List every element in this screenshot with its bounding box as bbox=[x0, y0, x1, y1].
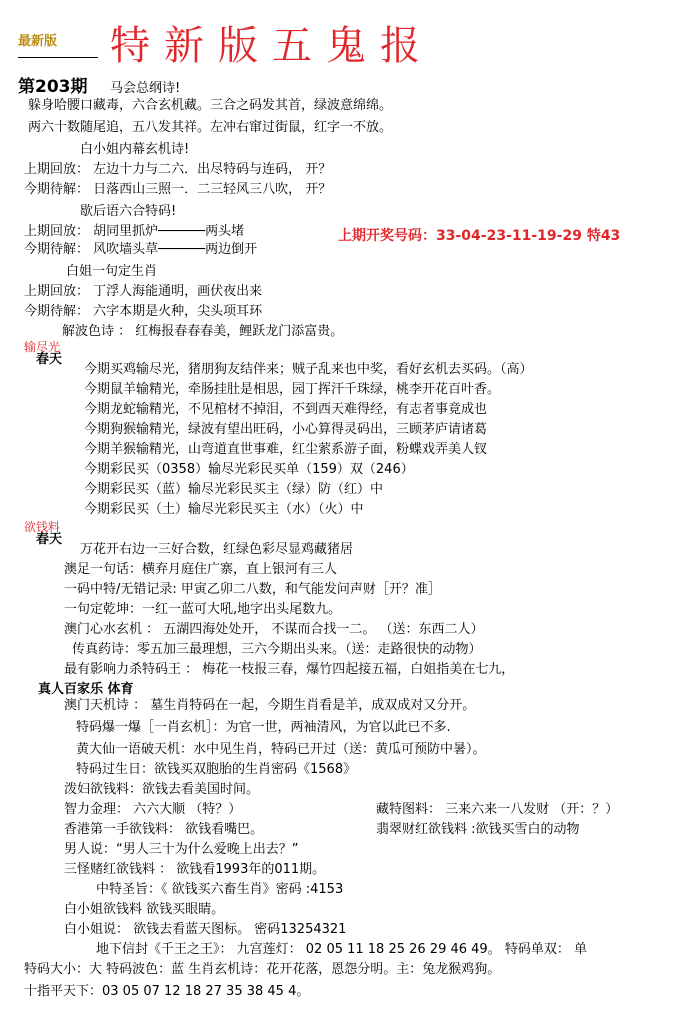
yiju-now: 今期待解： 六字本期是火种，尖头项耳环 bbox=[24, 304, 263, 319]
mix-line: 最有影响力杀特码王 ： 梅花一枝报三春，爆竹四起接五福，白姐指美在七九， bbox=[64, 662, 515, 677]
yiju-last: 上期回放： 丁浮人海能通明，画伏夜出来 bbox=[24, 284, 263, 299]
mahui-title: 马会总纲诗! bbox=[110, 81, 181, 96]
feicui-line: 翡翠财红欲钱料 :欲钱买雪白的动物 bbox=[376, 822, 580, 837]
mix2-line: 泼妇欲钱料：欲钱去看美国时间。 bbox=[64, 782, 260, 797]
tedaxiao-line: 特码大小：大 特码波色：蓝 生肖玄机诗：花开花落，恩怨分明。主：兔龙猴鸡狗。 bbox=[24, 962, 501, 977]
shuqin-line: 今期狗猴输精光，绿波有望出旺码，小心算得灵码出，三顾茅庐请诸葛 bbox=[84, 422, 488, 437]
mix2-line: 黄大仙一语破天机：水中见生肖，特码已开过（送：黄瓜可预防中暑）。 bbox=[76, 742, 486, 757]
zhongte-line: 中特圣旨：《 欲钱买六畜生肖》密码 :4153 bbox=[96, 882, 344, 897]
shuqin-line: 今期彩民买（0358）输尽光彩民买单（159）双（246） bbox=[84, 462, 414, 477]
mix-line: 澳足一句话：横弃月庭住广寨，直上银河有三人 bbox=[64, 562, 338, 577]
zhili-line: 智力金理： 六六大顺 （特？） bbox=[64, 802, 242, 817]
divider bbox=[18, 57, 98, 58]
bai-now: 今期待解： 日落西山三照一．二三轻风三八吹， 开？ bbox=[24, 182, 332, 197]
last-draw-numbers: 上期开奖号码：33-04-23-11-19-29 特43 bbox=[338, 228, 621, 244]
zhenren-title: 真人百家乐 体育 bbox=[38, 682, 134, 697]
hongkong-line: 香港第一手欲钱料： 欲钱看嘴巴。 bbox=[64, 822, 264, 837]
page-title: 特新版五鬼报 bbox=[110, 23, 434, 69]
nanren-line: 男人说：“男人三十为什么爱晚上出去？” bbox=[64, 842, 299, 857]
shuqin-tag: 输尽光 bbox=[24, 340, 61, 354]
shuqin-line: 今期买鸡输尽光，猪朋狗友结伴来；贼子乱来也中奖，看好玄机去买码。（高） bbox=[84, 362, 533, 377]
sanguai-line: 三怪赌红欲钱料 ： 欲钱看1993年的011期。 bbox=[64, 862, 326, 877]
issue-number: 第203期 bbox=[18, 77, 88, 97]
xiehou-last: 上期回放： 胡同里抓炉──────两头堵 bbox=[24, 224, 245, 239]
yuqian-tag: 欲钱料 bbox=[24, 520, 61, 534]
poem-line: 躲身哈腰口藏毒，六合玄机藏。三合之码发其首，绿波意绵绵。 bbox=[28, 98, 393, 113]
shuqin-line: 今期彩民买（土）输尽光彩民买主（水）（火）中 bbox=[84, 502, 364, 517]
shuqin-line: 今期彩民买（蓝）输尽光彩民买主（绿）防（红）中 bbox=[84, 482, 384, 497]
shuqin-line: 今期羊猴输精光，山弯道直世事难，红尘萦系游子面，粉蝶戏弄美人钗 bbox=[84, 442, 488, 457]
xiehou-title: 歇后语六合特码! bbox=[80, 204, 177, 219]
shuqin-line: 今期龙蛇输精光，不见棺材不掉泪，不到西天难得经，有志者事竟成也 bbox=[84, 402, 488, 417]
xiangcang-line: 藏特图料： 三来六来一八发财 （开：？） bbox=[376, 802, 619, 817]
yiju-title: 白姐一句定生肖 bbox=[66, 264, 158, 279]
mix2-line: 特码过生日：欲钱买双胞胎的生肖密码《1568》 bbox=[76, 762, 357, 777]
mix2-line: 澳门天机诗 ： 墓生肖特码在一起，今期生肖看是羊，成双成对又分开。 bbox=[64, 698, 476, 713]
shizhi-line: 十指平天下：03 05 07 12 18 27 35 38 45 4。 bbox=[24, 984, 310, 999]
baixiaojie2-line: 白小姐说： 欲钱去看蓝天图标。 密码13254321 bbox=[64, 922, 347, 937]
jiebo-poem: 解波色诗 ： 红梅报春春春美，鲤跃龙门添富贵。 bbox=[62, 324, 344, 339]
bai-last: 上期回放： 左边十力与二六．出尽特码与连码， 开？ bbox=[24, 162, 332, 177]
mix-line: 一句定乾坤：一红一蓝可大吼,地字出头尾数九。 bbox=[64, 602, 342, 617]
mix-line: 澳门心水玄机 ： 五湖四海处处开， 不谋而合找一二。 （送：东西二人） bbox=[64, 622, 484, 637]
shuqin-tag-black: 春天 bbox=[36, 352, 63, 367]
yuqian-tag-black: 春天 bbox=[36, 532, 63, 547]
poem-line: 两六十数随尾追，五八发其祥。左冲右窜过街鼠，红字一不放。 bbox=[28, 120, 393, 135]
latest-edition-label: 最新版 bbox=[18, 34, 58, 49]
mix-line: 一码中特/无错记录: 甲寅乙卯二八数，和气能发问声财［开？准］ bbox=[64, 582, 441, 597]
baixiaojie1-line: 白小姐欲钱料 欲钱买眼睛。 bbox=[64, 902, 225, 917]
mix-line: 万花开右边一三好合数，红绿色彩尽显鸡藏猪居 bbox=[80, 542, 354, 557]
dixia-line: 地下信封《千王之王》： 九宫莲灯： 02 05 11 18 25 26 29 46 49。 特码单双： 单 bbox=[96, 942, 587, 957]
xiehou-now: 今期待解： 风吹墙头草──────两边倒开 bbox=[24, 242, 258, 257]
mix-line: 传真药诗：零五加三最理想，三六今期出头来。（送：走路很快的动物） bbox=[72, 642, 482, 657]
bai-title: 白小姐内幕玄机诗! bbox=[80, 142, 190, 157]
mix2-line: 特码爆一爆［一肖玄机］：为官一世，两袖清风，为官以此已不多. bbox=[76, 720, 451, 735]
shuqin-line: 今期鼠羊输精光，牵肠挂肚是相思，园丁挥汗千珠绿，桃李开花百叶香。 bbox=[84, 382, 501, 397]
